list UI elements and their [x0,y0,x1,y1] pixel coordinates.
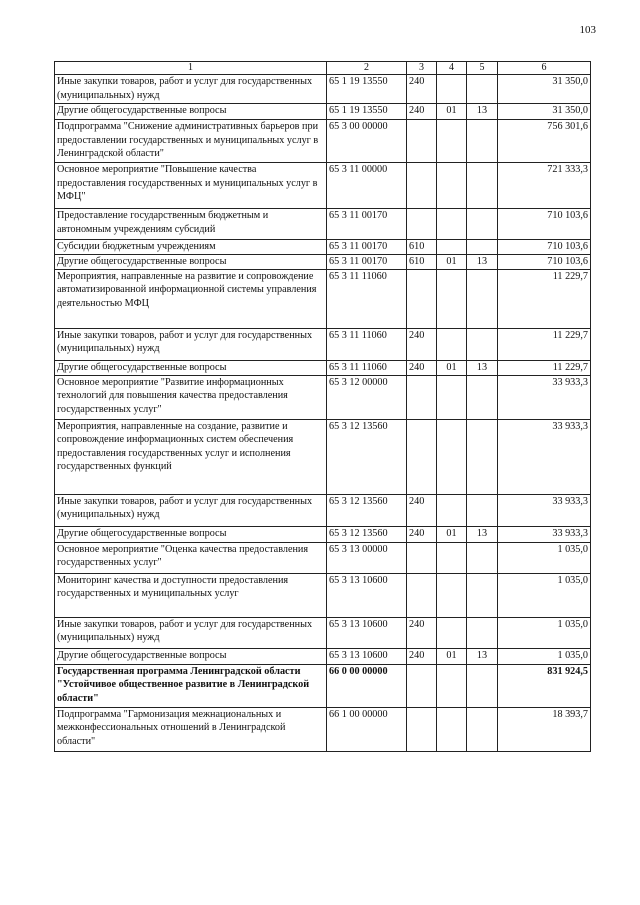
row-section: 01 [437,104,467,120]
table-row [55,75,591,104]
row-expense-type [407,209,437,240]
row-target-code: 65 1 19 13550 [327,104,407,120]
row-name: Иные закупки товаров, работ и услуг для государственных (муниципальных) нужд [55,494,327,526]
table-body [55,75,591,752]
row-section [437,328,467,360]
header-col-4: 4 [437,62,467,75]
row-section: 01 [437,648,467,664]
page-number: 103 [579,24,596,36]
row-expense-type: 240 [407,75,437,104]
row-name: Другие общегосударственные вопросы [55,104,327,120]
row-target-code: 65 3 12 13560 [327,419,407,494]
row-expense-type: 610 [407,240,437,255]
table-row [55,573,591,617]
row-subsection [467,240,498,255]
table-row [55,104,591,120]
row-name: Основное мероприятие "Развитие информационных технологий для повышения качества предоставления государственных услуг" [55,375,327,419]
row-name: Мониторинг качества и доступности предоставления государственных и муниципальных услуг [55,573,327,617]
row-expense-type: 240 [407,617,437,648]
row-section [437,664,467,707]
row-expense-type [407,375,437,419]
row-target-code: 65 3 12 00000 [327,375,407,419]
row-target-code: 65 3 11 11060 [327,360,407,375]
table-row [55,209,591,240]
row-amount: 710 103,6 [498,240,591,255]
row-target-code: 65 3 13 10600 [327,573,407,617]
row-name: Основное мероприятие "Повышение качества предоставления государственных и муниципальных услуг в МФЦ" [55,163,327,209]
row-amount: 11 229,7 [498,328,591,360]
row-subsection [467,617,498,648]
table-row [55,648,591,664]
header-col-3: 3 [407,62,437,75]
row-expense-type: 240 [407,494,437,526]
row-subsection [467,573,498,617]
row-amount: 1 035,0 [498,617,591,648]
header-col-5: 5 [467,62,498,75]
row-expense-type: 610 [407,255,437,270]
table-row [55,707,591,751]
table-row [55,617,591,648]
table-row [55,360,591,375]
row-section [437,617,467,648]
row-subsection: 13 [467,360,498,375]
table-row [55,163,591,209]
row-expense-type [407,707,437,751]
row-subsection [467,75,498,104]
row-expense-type: 240 [407,526,437,542]
row-section [437,419,467,494]
header-col-2: 2 [327,62,407,75]
header-col-1: 1 [55,62,327,75]
row-amount: 831 924,5 [498,664,591,707]
row-expense-type [407,542,437,573]
row-target-code: 65 1 19 13550 [327,75,407,104]
table-row [55,328,591,360]
budget-table [54,61,591,752]
row-section [437,240,467,255]
row-target-code: 65 3 11 11060 [327,269,407,328]
row-target-code: 65 3 11 00000 [327,163,407,209]
row-amount: 1 035,0 [498,542,591,573]
row-amount: 31 350,0 [498,104,591,120]
row-name: Предоставление государственным бюджетным и автономным учреждениям субсидий [55,209,327,240]
row-name: Иные закупки товаров, работ и услуг для государственных (муниципальных) нужд [55,617,327,648]
row-section [437,163,467,209]
row-subsection [467,328,498,360]
row-section [437,269,467,328]
row-amount: 1 035,0 [498,573,591,617]
row-target-code: 65 3 11 11060 [327,328,407,360]
row-amount: 33 933,3 [498,375,591,419]
row-name: Субсидии бюджетным учреждениям [55,240,327,255]
row-subsection: 13 [467,104,498,120]
row-amount: 31 350,0 [498,75,591,104]
row-subsection [467,269,498,328]
row-target-code: 65 3 12 13560 [327,526,407,542]
row-amount: 33 933,3 [498,419,591,494]
row-name: Государственная программа Ленинградской области "Устойчивое общественное развитие в Ленинградской области" [55,664,327,707]
row-section [437,542,467,573]
table-row [55,269,591,328]
row-name: Другие общегосударственные вопросы [55,255,327,270]
row-name: Подпрограмма "Снижение административных барьеров при предоставлении государственных и муниципальных услуг в Ленинградской области" [55,120,327,163]
row-section [437,707,467,751]
row-section: 01 [437,255,467,270]
row-name: Иные закупки товаров, работ и услуг для государственных (муниципальных) нужд [55,328,327,360]
row-subsection [467,707,498,751]
row-target-code: 65 3 00 00000 [327,120,407,163]
row-name: Другие общегосударственные вопросы [55,526,327,542]
row-target-code: 65 3 13 10600 [327,648,407,664]
row-target-code: 66 0 00 00000 [327,664,407,707]
table-row [55,526,591,542]
table-row [55,240,591,255]
row-target-code: 65 3 11 00170 [327,255,407,270]
row-amount: 11 229,7 [498,360,591,375]
row-target-code: 65 3 11 00170 [327,209,407,240]
row-expense-type [407,120,437,163]
table-row [55,120,591,163]
row-amount: 33 933,3 [498,526,591,542]
row-amount: 11 229,7 [498,269,591,328]
row-section: 01 [437,526,467,542]
row-subsection [467,419,498,494]
row-section [437,375,467,419]
row-subsection [467,163,498,209]
table-row [55,255,591,270]
row-amount: 756 301,6 [498,120,591,163]
table-row [55,375,591,419]
row-subsection [467,120,498,163]
row-subsection [467,209,498,240]
row-amount: 710 103,6 [498,255,591,270]
row-section [437,494,467,526]
row-section [437,573,467,617]
row-expense-type [407,664,437,707]
row-target-code: 65 3 11 00170 [327,240,407,255]
row-subsection [467,664,498,707]
table-row [55,494,591,526]
row-expense-type [407,419,437,494]
table-header-row [55,62,591,75]
row-name: Другие общегосударственные вопросы [55,360,327,375]
row-section [437,209,467,240]
row-expense-type: 240 [407,104,437,120]
row-amount: 710 103,6 [498,209,591,240]
table-row [55,419,591,494]
row-subsection: 13 [467,255,498,270]
row-amount: 18 393,7 [498,707,591,751]
row-expense-type [407,163,437,209]
row-subsection: 13 [467,648,498,664]
header-col-6: 6 [498,62,591,75]
row-section: 01 [437,360,467,375]
row-name: Иные закупки товаров, работ и услуг для государственных (муниципальных) нужд [55,75,327,104]
row-amount: 33 933,3 [498,494,591,526]
row-target-code: 65 3 13 00000 [327,542,407,573]
row-subsection [467,542,498,573]
row-name: Подпрограмма "Гармонизация межнациональных и межконфессиональных отношений в Ленинградской области" [55,707,327,751]
row-section [437,120,467,163]
row-expense-type: 240 [407,328,437,360]
row-name: Мероприятия, направленные на развитие и сопровождение автоматизированной информационной системы управления деятельностью МФЦ [55,269,327,328]
row-section [437,75,467,104]
row-target-code: 65 3 13 10600 [327,617,407,648]
table-row [55,542,591,573]
row-expense-type [407,269,437,328]
row-name: Другие общегосударственные вопросы [55,648,327,664]
row-name: Мероприятия, направленные на создание, развитие и сопровождение информационных систем обеспечения предоставления государственных услуг и исполнения государственных функций [55,419,327,494]
row-expense-type: 240 [407,648,437,664]
row-amount: 721 333,3 [498,163,591,209]
row-subsection: 13 [467,526,498,542]
row-subsection [467,375,498,419]
row-amount: 1 035,0 [498,648,591,664]
row-subsection [467,494,498,526]
row-name: Основное мероприятие "Оценка качества предоставления государственных услуг" [55,542,327,573]
row-target-code: 65 3 12 13560 [327,494,407,526]
row-expense-type [407,573,437,617]
table-row [55,664,591,707]
row-expense-type: 240 [407,360,437,375]
row-target-code: 66 1 00 00000 [327,707,407,751]
